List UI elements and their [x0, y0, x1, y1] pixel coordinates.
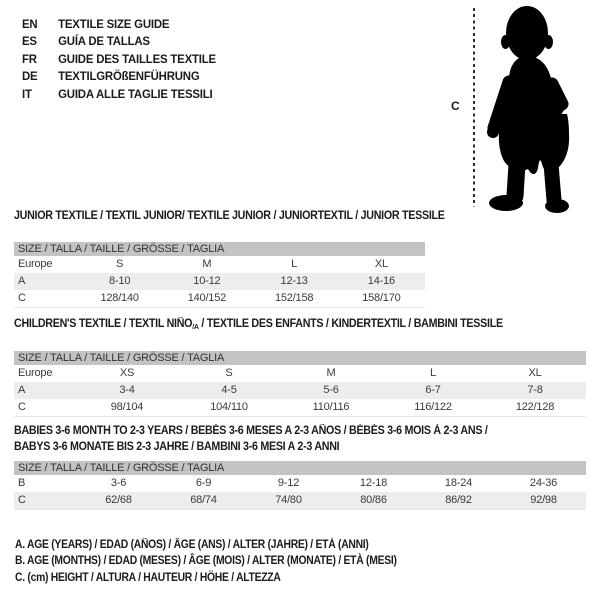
height-marker-dashed-line: [473, 8, 475, 207]
height-cell: 92/98: [501, 492, 586, 510]
height-cell: 62/68: [76, 492, 161, 510]
height-cell: 74/80: [246, 492, 331, 510]
language-label: GUIDA ALLE TAGLIE TESSILI: [58, 86, 213, 101]
legend-line-b: B. AGE (MONTHS) / EDAD (MESES) / ÂGE (MOIS) / ALTER (MONATE) / ETÀ (MESI): [15, 555, 397, 568]
table-row-height: [14, 290, 425, 308]
table-row-age: [14, 273, 425, 290]
children-size-table: [14, 351, 586, 417]
size-cell: XL: [528, 367, 542, 379]
legend-line-a: A. AGE (YEARS) / EDAD (AÑOS) / ÂGE (ANS) / ALTER (JAHRE) / ETÀ (ANNI): [15, 539, 369, 551]
age-cell: 10-12: [163, 273, 250, 290]
table-row-age: [14, 382, 586, 399]
age-cell: 14-16: [338, 273, 425, 290]
baby-silhouette-image: [483, 2, 585, 214]
language-code: FR: [22, 51, 37, 66]
age-cell: 6-9: [195, 477, 212, 489]
size-cell: S: [116, 258, 124, 270]
age-cell: 12-18: [359, 477, 388, 489]
age-cell: 3-6: [110, 477, 127, 489]
language-code: ES: [22, 34, 37, 49]
size-cell: L: [291, 258, 298, 270]
row-label: Europe: [18, 258, 53, 270]
legend-line-c: C. (cm) HEIGHT / ALTURA / HAUTEUR / HÖHE / ALTEZZA: [15, 571, 281, 584]
height-cell: 158/170: [362, 292, 401, 304]
language-label: GUIDE DES TAILLES TEXTILE: [58, 51, 216, 66]
babies-title-line1: BABIES 3-6 MONTH TO 2-3 YEARS / BEBÉS 3-6 MESES A 2-3 AÑOS / BÉBÉS 3-6 MOIS À 2-3 ANS /: [14, 425, 488, 437]
table-row-europe: [14, 365, 586, 382]
height-cell: 86/92: [416, 492, 501, 510]
size-header-bar: SIZE / TALLA / TAILLE / GRÖSSE / TAGLIA: [14, 461, 586, 475]
table-row-height: [14, 492, 586, 510]
age-cell: 8-10: [76, 273, 163, 290]
height-cell: 80/86: [331, 492, 416, 510]
height-cell: 128/140: [100, 292, 139, 304]
age-cell: 18-24: [444, 477, 473, 489]
age-cell: 4-5: [178, 382, 280, 399]
babies-title-line2: BABYS 3-6 MONATE BIS 2-3 JAHRE / BAMBINI 3-6 MESI A 2-3 ANNI: [14, 440, 340, 453]
language-code: DE: [22, 69, 38, 84]
table-row-height: [14, 399, 586, 417]
height-cell: 140/152: [187, 292, 227, 304]
children-title-text: / TEXTILE DES ENFANTS / KINDERTEXTIL / BAMBINI TESSILE: [198, 318, 503, 330]
row-label: C: [18, 401, 26, 413]
language-item-es: [22, 33, 216, 50]
size-cell: XL: [374, 258, 388, 270]
language-guide-list: [22, 16, 216, 103]
language-label: GUÍA DE TALLAS: [58, 34, 150, 49]
age-cell: 24-36: [529, 477, 558, 489]
row-label: B: [18, 477, 26, 489]
size-cell: M: [326, 367, 336, 379]
language-item-de: [22, 68, 216, 85]
table-row-europe: [14, 256, 425, 273]
language-code: IT: [22, 86, 32, 101]
age-cell: 6-7: [382, 382, 484, 399]
height-cell: 116/122: [414, 401, 452, 413]
junior-section-title: JUNIOR TEXTILE / TEXTIL JUNIOR/ TEXTILE JUNIOR / JUNIORTEXTIL / JUNIOR TESSILE: [14, 210, 445, 222]
row-label: C: [14, 492, 76, 510]
measurement-legend: [15, 537, 397, 586]
row-label: A: [14, 273, 76, 290]
size-cell: M: [202, 258, 212, 270]
junior-size-table: [14, 242, 425, 308]
height-cell: 98/104: [110, 401, 144, 413]
size-cell: XS: [119, 367, 135, 379]
height-cell: 68/74: [161, 492, 246, 510]
row-label: Europe: [18, 367, 53, 379]
age-cell: 12-13: [251, 273, 338, 290]
children-title-subscript: /A: [192, 322, 199, 331]
language-item-fr: [22, 51, 216, 68]
height-cell: 104/110: [210, 401, 248, 413]
language-item-en: [22, 16, 216, 33]
height-marker-label: C: [451, 99, 460, 113]
size-cell: S: [225, 367, 233, 379]
row-label: A: [14, 382, 76, 399]
children-section-title: [14, 318, 503, 331]
age-cell: 5-6: [280, 382, 382, 399]
language-label: TEXTILE SIZE GUIDE: [58, 17, 170, 31]
children-title-text: CHILDREN'S TEXTILE / TEXTIL NIÑO: [14, 318, 193, 330]
age-cell: 3-4: [76, 382, 178, 399]
size-header-bar: SIZE / TALLA / TAILLE / GRÖSSE / TAGLIA: [14, 242, 425, 256]
size-header-bar: SIZE / TALLA / TAILLE / GRÖSSE / TAGLIA: [14, 351, 586, 365]
language-item-it: [22, 86, 216, 103]
height-cell: 152/158: [274, 292, 314, 304]
age-cell: 9-12: [277, 477, 300, 489]
babies-section-title: [14, 424, 488, 455]
height-cell: 110/116: [312, 401, 350, 413]
babies-size-table: [14, 461, 586, 510]
height-cell: 122/128: [515, 401, 555, 413]
row-label: C: [18, 292, 26, 304]
language-code: EN: [22, 17, 38, 31]
size-cell: L: [430, 367, 436, 379]
table-row-age-months: [14, 475, 586, 492]
age-cell: 7-8: [484, 382, 586, 399]
language-label: TEXTILGRÖßENFÜHRUNG: [58, 69, 200, 84]
